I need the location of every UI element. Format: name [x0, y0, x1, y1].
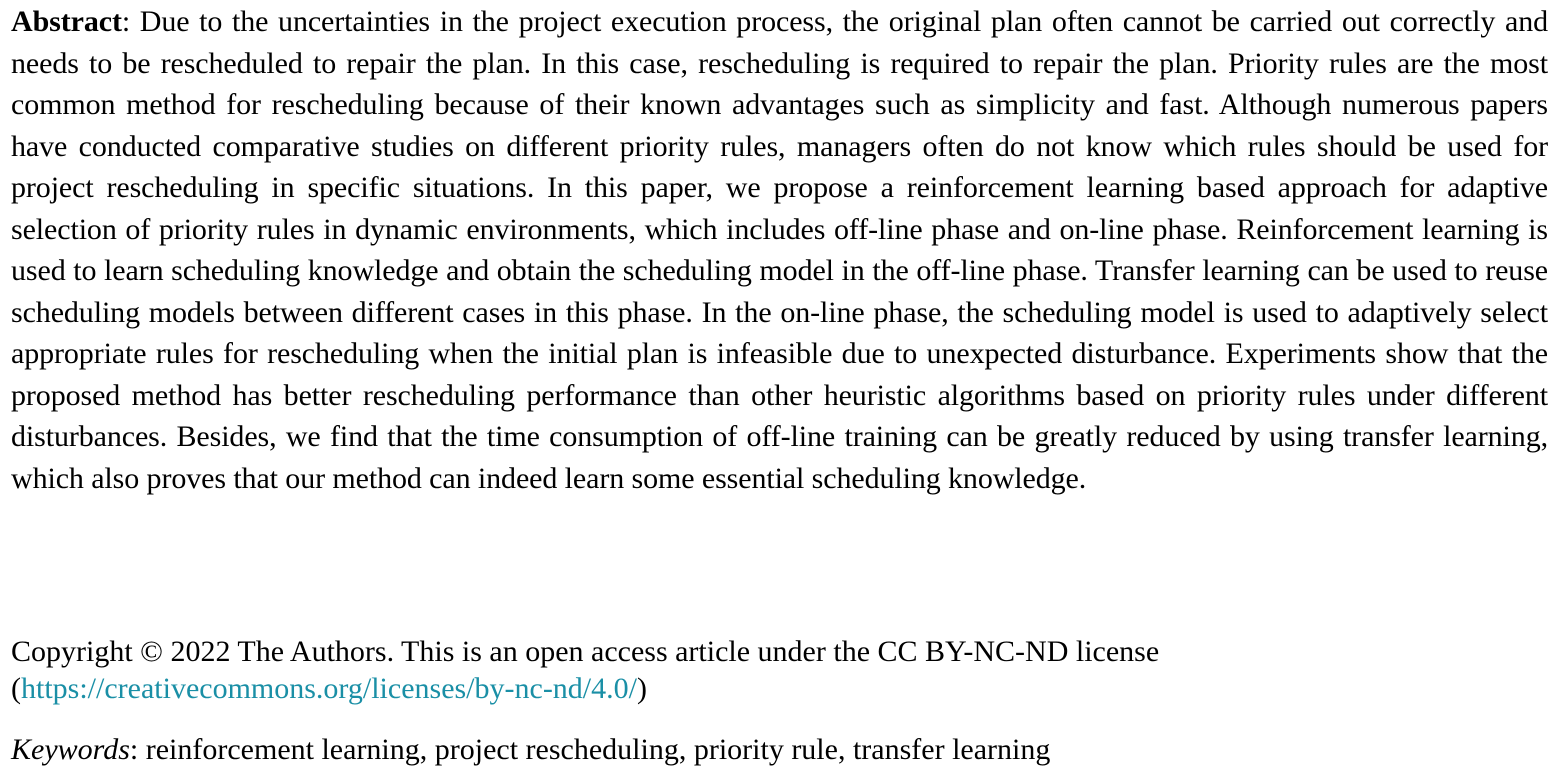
abstract-separator: : — [121, 5, 140, 38]
license-link[interactable]: https://creativecommons.org/licenses/by-nc-nd/4.0/ — [21, 672, 637, 705]
abstract-label: Abstract — [11, 5, 122, 38]
keywords-text: reinforcement learning, project rescheduling, priority rule, transfer learning — [145, 733, 1051, 766]
copyright-open-paren: ( — [11, 672, 21, 705]
abstract-text: Due to the uncertainties in the project execution process, the original plan often cannot be carried out correctly and needs to be rescheduled to repair the plan. In this case, rescheduling is required to repair the plan. Priority rules are the most common method for rescheduling because of their known advantages such as simplicity and fast. Although numerous papers have conducted comparative studies on different priority rules, managers often do not know which rules should be used for project rescheduling in specific situations. In this paper, we propose a reinforcement learning based approach for adaptive selection of priority rules in dynamic environments, which includes off-line phase and on-line phase. Reinforcement learning is used to learn scheduling knowledge and obtain the scheduling model in the off-line phase. Transfer learning can be used to reuse scheduling models between different cases in this phase. In the on-line phase, the scheduling model is used to adaptively select appropriate rules for rescheduling when the initial plan is infeasible due to unexpected disturbance. Experiments show that the proposed method has better rescheduling performance than other heuristic algorithms based on priority rules under different disturbances. Besides, we find that the time consumption of off-line training can be greatly reduced by using transfer learning, which also proves that our method can indeed learn some essential scheduling knowledge. — [11, 5, 1548, 495]
keywords-line — [11, 730, 1548, 770]
paper-page — [11, 0, 1548, 766]
keywords-separator: : — [129, 733, 146, 766]
copyright-text: Copyright © 2022 The Authors. This is an open access article under the CC BY-NC-ND license — [11, 635, 1160, 668]
copyright-close-paren: ) — [636, 672, 647, 705]
copyright-notice — [11, 633, 1548, 707]
keywords-label: Keywords — [11, 733, 130, 766]
abstract-paragraph — [11, 0, 1548, 499]
